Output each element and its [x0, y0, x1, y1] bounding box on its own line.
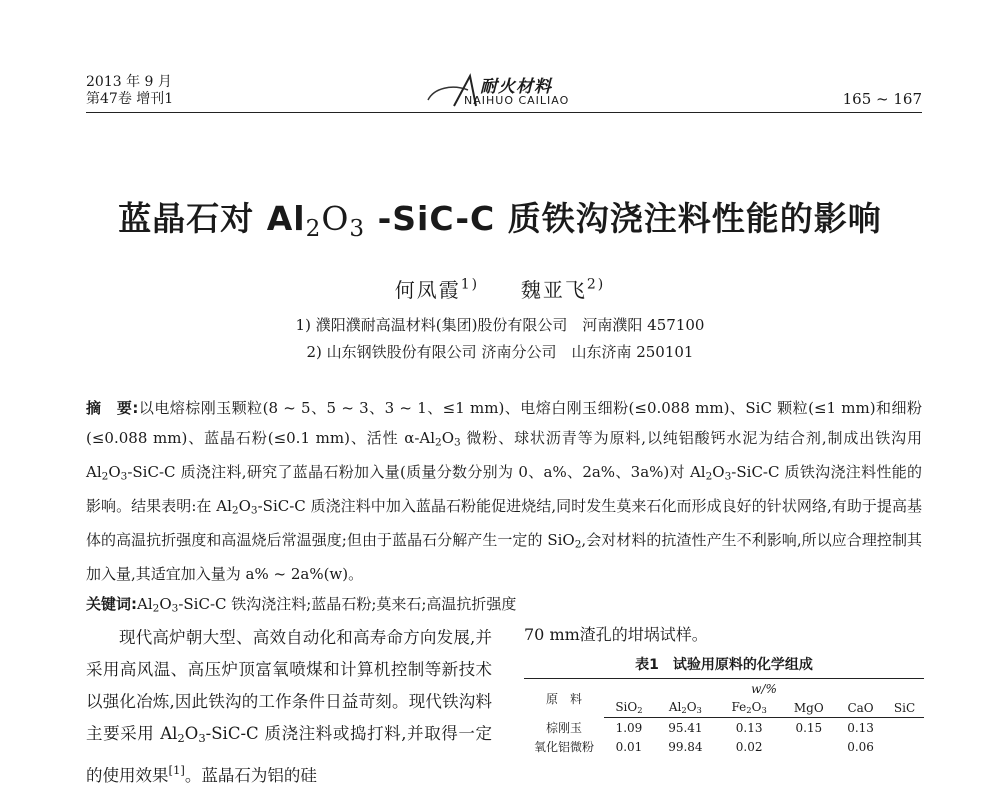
author-affiliation-mark: 1): [460, 276, 480, 293]
table-row-header: 原 料: [524, 679, 604, 718]
material-name: 棕刚玉: [545, 720, 582, 735]
table-cell: [885, 718, 924, 738]
table-cell: 0.06: [847, 739, 874, 754]
journal-logo-cn: 耐火材料: [480, 77, 552, 97]
citation-ref: [1]: [168, 762, 185, 777]
material-name: 氧化铝微粉: [533, 740, 594, 754]
issue-date: 2013 年 9 月: [86, 74, 172, 90]
table-cell: [782, 737, 837, 756]
table-cell: 1.09: [615, 720, 643, 735]
table-row: [524, 737, 924, 756]
affiliation-1: 1) 濮阳濮耐高温材料(集团)股份有限公司 河南濮阳 457100: [295, 316, 705, 334]
journal-logo-en: NAIHUO CAILIAO: [464, 94, 570, 107]
table-cell: [885, 737, 924, 756]
column-header: CaO: [836, 698, 885, 718]
table-cell: 0.13: [735, 720, 763, 735]
paper-title: 蓝晶石对 $Al_2O_3$ -SiC-C 质铁沟浇注料性能的影响: [118, 199, 882, 242]
table-cell: 0.15: [795, 720, 823, 735]
page-range: 165 ~ 167: [842, 90, 922, 108]
issue-volume: 第47卷 增刊1: [86, 91, 174, 107]
keywords-label: 关键词:: [86, 594, 137, 613]
column-header: SiC: [885, 698, 924, 718]
table-cell: 99.84: [668, 739, 703, 754]
column-header: SiO$_2$: [604, 698, 654, 718]
keywords: -SiC-C 铁沟浇注料;蓝晶石粉;莫来石;高温抗折强度: [178, 594, 517, 613]
column-header: MgO: [782, 698, 837, 718]
abstract-label: 摘 要:: [86, 399, 139, 417]
affiliation-2: 2) 山东钢铁股份有限公司 济南分公司 山东济南 250101: [306, 343, 694, 361]
journal-logo: [424, 72, 584, 112]
body-paragraph: 现代高炉朝大型、高效自动化和高寿命方向发展,并采用高风温、高压炉顶富氧喷煤和计算机控制等新技术以强化冶炼,因此铁沟的工作条件日益苛刻。现代铁沟料主要采用 $Al_2O_3-SiC-C$ 质浇注料或捣打料,并取得一定的使用效果[1]。蓝晶石为铝的硅: [86, 628, 492, 785]
table-cell: 0.13: [847, 720, 874, 735]
journal-issue-info: [86, 74, 173, 108]
column-header: $Fe_2O_3$: [717, 698, 782, 718]
table-cell: 0.01: [615, 739, 643, 754]
header-rule: [86, 112, 922, 113]
column-header: $Al_2O_3$: [654, 698, 717, 718]
body-line: 70 mm渣孔的坩埚试样。: [524, 625, 708, 644]
table-cell: 95.41: [668, 720, 703, 735]
table-title: 表1 试验用原料的化学组成: [635, 657, 813, 673]
author-affiliation-mark: 2): [586, 276, 606, 293]
author-name: 何凤霞: [394, 278, 461, 302]
table-cell: 0.02: [735, 739, 763, 754]
table-unit: w/%: [604, 679, 924, 699]
author-name: 魏亚飞: [520, 278, 587, 302]
chemical-composition-table: [524, 678, 924, 756]
author-list: [0, 274, 1000, 303]
table-row: [524, 718, 924, 738]
abstract: 摘 要:以电熔棕刚玉颗粒(8 ~ 5、5 ~ 3、3 ~ 1、≤1 mm)、电熔白刚玉细粉(≤0.088 mm)、SiC 颗粒(≤1 mm)和细粉(≤0.088 mm)、蓝晶石粉(≤0.1 mm)、活性 $\alpha-Al_2O_3$ 微粉、球状沥青等为原料,以纯铝酸钙水泥为结合剂,制成出铁沟用 $Al_2O_3-SiC-C$ 质浇注料,研究了蓝晶石粉加入量(质量分数分别为 0、a%、2a%、3a%)对 $Al_2O_3-SiC-C$ 质铁沟浇注料性能的影响。结果表明:在 $Al_2O_3-SiC-C$ 质浇注料中加入蓝晶石粉能促进烧结,同时发生莫来石化而形成良好的针状网络,有助于提高基体的高温抗折强度和高温烧后常温强度;但由于蓝晶石分解产生一定的 SiO$_2$,会对材料的抗渣性产生不利影响,所以应合理控制其加入量,其适宜加入量为 a% ~ 2a%(w)。 关键词$:Al_2O_3-SiC-C$ 铁沟浇注料;蓝晶石粉;莫来石;高温抗折强度: [86, 399, 923, 615]
